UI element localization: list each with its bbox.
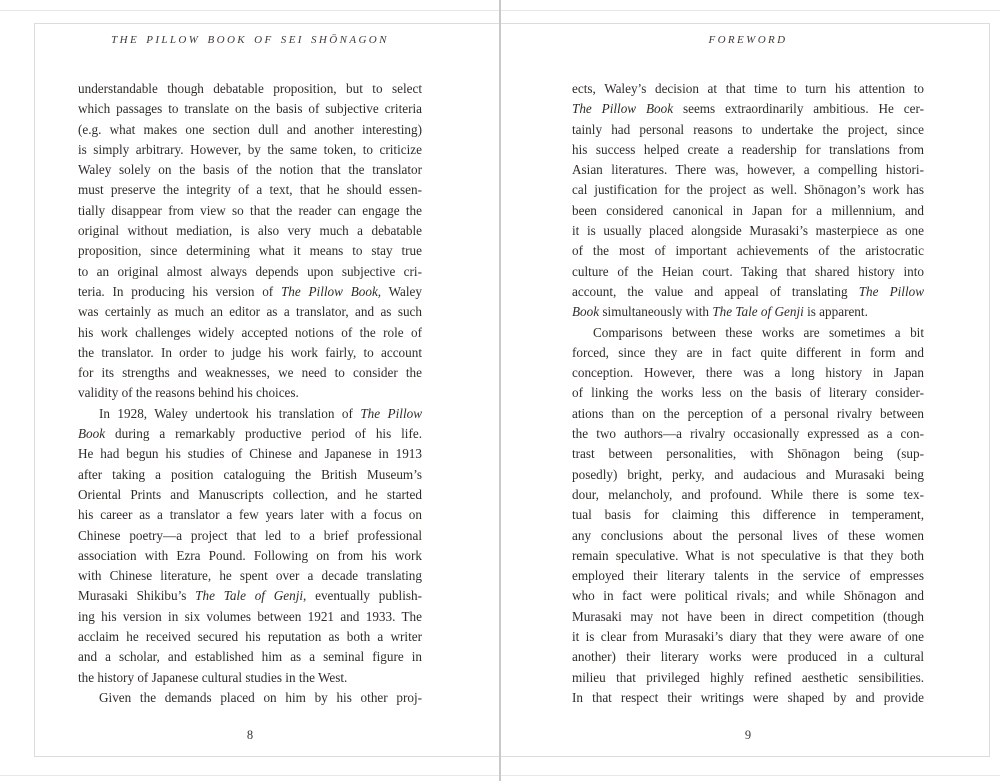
text-line: the history of Japanese cultural studies in the West. — [78, 669, 348, 685]
text-line: original without mediation, is also very much a debatable — [78, 223, 422, 239]
text-line: account, the value and appeal of translating The Pillow — [572, 283, 925, 299]
text-line: understandable though debatable proposition, but to select — [78, 81, 422, 96]
text-line: who in fact were political rivals; and while Shōnagon and — [572, 588, 924, 604]
text-line: which passages to translate on the basis of subjective criteria — [78, 101, 422, 117]
text-line: after taking a position cataloguing the British Museum’s — [78, 466, 422, 482]
text-line: posedly) bright, perky, and audacious and Murasaki being — [572, 466, 924, 482]
text-line: his success helped create a readership for translations from — [572, 141, 924, 157]
text-line: with Chinese literature, he spent over a decade translating — [78, 568, 422, 584]
left-page-header: THE PILLOW BOOK OF SEI SHŌNAGON — [111, 34, 389, 46]
text-line: acclaim he received secured his reputation as both a writer — [78, 629, 422, 645]
text-line: Given the demands placed on him by his other proj- — [99, 689, 422, 705]
right-page-number: 9 — [744, 728, 752, 742]
text-line: to an original almost always depends upon subjective cri- — [78, 263, 422, 279]
text-line: Murasaki may not have been in direct competition (though — [572, 608, 924, 624]
text-line: been considered canonical in Japan for a millennium, and — [572, 202, 924, 218]
text-line: his work challenges widely accepted notions of the role of — [78, 324, 422, 340]
text-line: it is clear from Murasaki’s diary that they were aware of one — [572, 629, 924, 645]
text-line: and a scholar, and established him as a seminal figure in — [78, 649, 422, 665]
text-line: validity of the reasons behind his choices. — [78, 385, 299, 401]
text-line: for its strengths and weaknesses, we need to consider the — [78, 365, 422, 381]
text-line: Book simultaneously with The Tale of Genji is apparent. — [572, 304, 868, 320]
text-line: Murasaki Shikibu’s The Tale of Genji, eventually publish- — [78, 588, 423, 604]
text-line: In 1928, Waley undertook his translation of The Pillow — [99, 405, 422, 421]
text-line: ations than on the perception of a personal rivalry between — [572, 405, 924, 421]
text-line: was certainly as much an editor as a translator, and as such — [78, 304, 422, 320]
text-line: culture of the Heian court. Taking that shared history into — [572, 263, 924, 279]
left-page-body — [78, 79, 422, 708]
text-line: conception. However, there was a long history in Japan — [572, 365, 924, 381]
text-line: tainly had personal reasons to undertake the project, since — [572, 121, 924, 137]
text-line: teria. In producing his version of The Pillow Book, Waley — [78, 283, 422, 299]
text-line: In that respect their writings were shaped by and provide — [572, 689, 924, 705]
text-line: it is usually placed alongside Murasaki’s masterpiece as one — [572, 223, 924, 239]
text-line: association with Ezra Pound. Following on from his work — [78, 547, 422, 563]
text-line: remain speculative. What is not speculative is that they both — [572, 547, 924, 563]
page-gutter-divider — [499, 0, 501, 781]
text-line: cal justification for the project as well. Shōnagon’s work has — [572, 182, 924, 198]
text-line: (e.g. what makes one section dull and another interesting) — [78, 121, 422, 137]
text-line: of the most of important achievements of the aristocratic — [572, 243, 924, 259]
text-line: He had begun his studies of Chinese and Japanese in 1913 — [78, 446, 422, 462]
text-line: tially disappear from view so that the reader can engage the — [78, 202, 422, 218]
text-line: any conclusions about the personal lives of these women — [572, 527, 924, 543]
right-page-body — [572, 79, 924, 708]
text-line: dour, melancholy, and profound. While there is some tex- — [572, 486, 924, 502]
text-line: another) their literary works were produced in a cultural — [572, 649, 924, 665]
text-line: tual basis for claiming this difference in temperament, — [572, 507, 924, 523]
text-line: ects, Waley’s decision at that time to turn his attention to — [572, 81, 924, 96]
text-line: Asian literatures. There was, however, a compelling histori- — [572, 162, 924, 178]
text-line: the two authors—a rivalry occasionally expressed as a con- — [572, 426, 924, 442]
text-line: Chinese poetry—a project that led to a brief professional — [78, 527, 422, 543]
text-line: Waley solely on the basis of the notion that the translator — [78, 162, 422, 178]
text-line: The Pillow Book seems extraordinarily ambitious. He cer- — [572, 101, 924, 117]
text-line: of linking the works less on the basis of literary consider- — [572, 385, 924, 401]
text-line: ing his version in six volumes between 1921 and 1933. The — [78, 608, 422, 624]
right-page-header: FOREWORD — [708, 34, 788, 46]
text-line: forced, since they are in fact quite different in form and — [572, 344, 924, 360]
text-line: Comparisons between these works are sometimes a bit — [593, 324, 924, 340]
left-page-number: 8 — [246, 728, 254, 742]
text-line: the translator. In order to judge his work fairly, to account — [78, 344, 422, 360]
text-line: employed their literary talents in the service of empresses — [572, 568, 924, 584]
text-line: his career as a translator a few years later with a focus on — [78, 507, 422, 523]
text-line: trast between personalities, with Shōnagon being (sup- — [572, 446, 924, 462]
text-line: is simply arbitrary. However, by the same token, to criticize — [78, 141, 422, 157]
text-line: milieu that privileged highly refined aesthetic sensibilities. — [572, 669, 924, 685]
text-line: proposition, since determining what it means to stay true — [78, 243, 422, 259]
text-line: must preserve the integrity of a text, that he should essen- — [78, 182, 422, 198]
text-line: Oriental Prints and Manuscripts collection, and he started — [78, 486, 422, 502]
text-line: Book during a remarkably productive period of his life. — [78, 426, 422, 442]
